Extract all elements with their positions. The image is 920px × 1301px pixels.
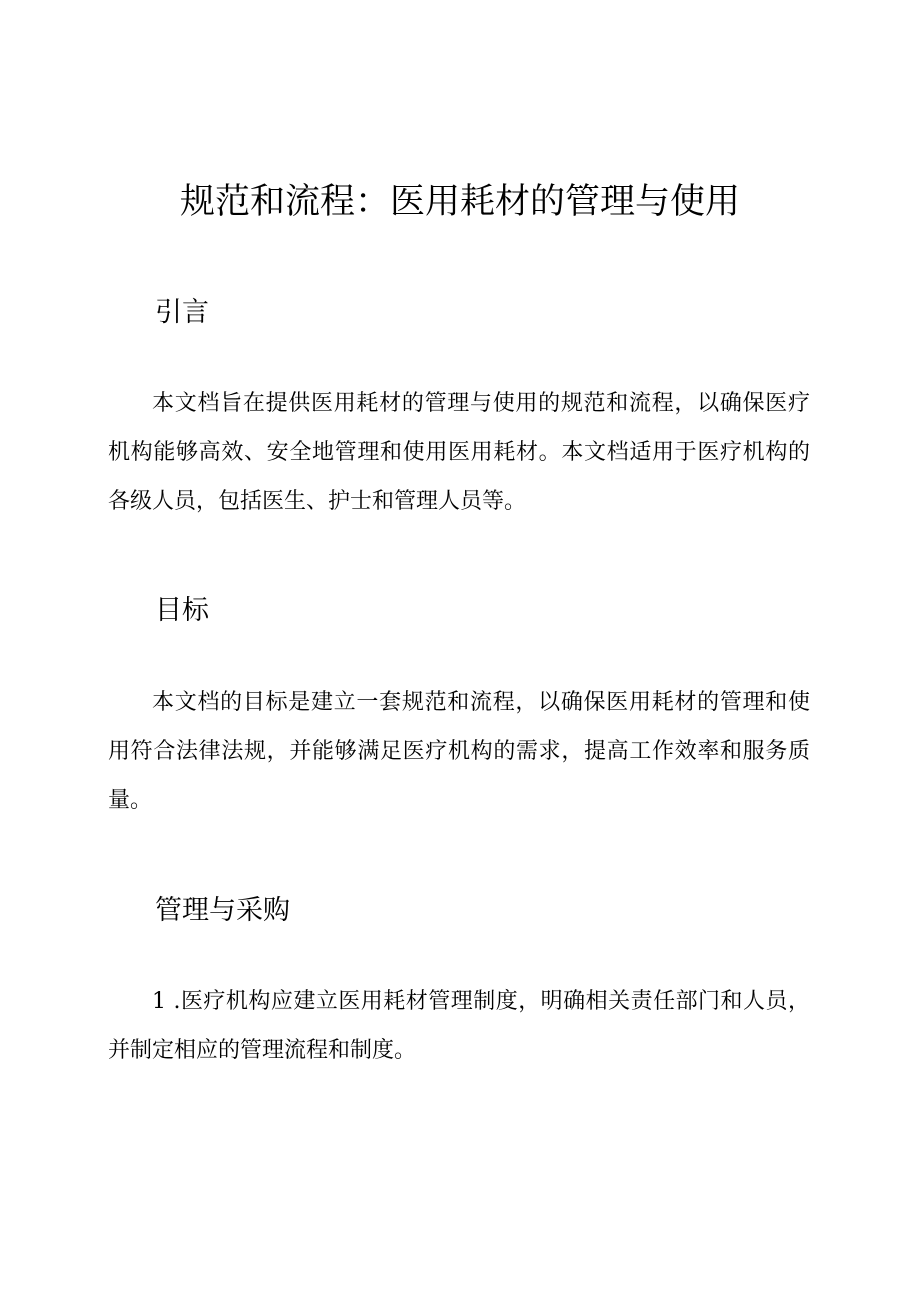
document-title: 规范和流程：医用耗材的管理与使用 bbox=[179, 182, 740, 222]
section-paragraph-introduction: 本文档旨在提供医用耗材的管理与使用的规范和流程，以确保医疗机构能够高效、安全地管理和使用医用耗材。本文档适用于医疗机构的各级人员，包括医生、护士和管理人员等。 bbox=[108, 391, 810, 514]
section-paragraph-management-procurement: 1 .医疗机构应建立医用耗材管理制度，明确相关责任部门和人员，并制定相应的管理流程和制度。 bbox=[108, 989, 810, 1063]
section-paragraph-goal: 本文档的目标是建立一套规范和流程，以确保医用耗材的管理和使用符合法律法规，并能够满足医疗机构的需求，提高工作效率和服务质量。 bbox=[108, 690, 810, 813]
section-heading-goal: 目标 bbox=[155, 595, 209, 626]
section-heading-introduction: 引言 bbox=[155, 297, 209, 328]
section-heading-management-procurement: 管理与采购 bbox=[155, 895, 290, 926]
